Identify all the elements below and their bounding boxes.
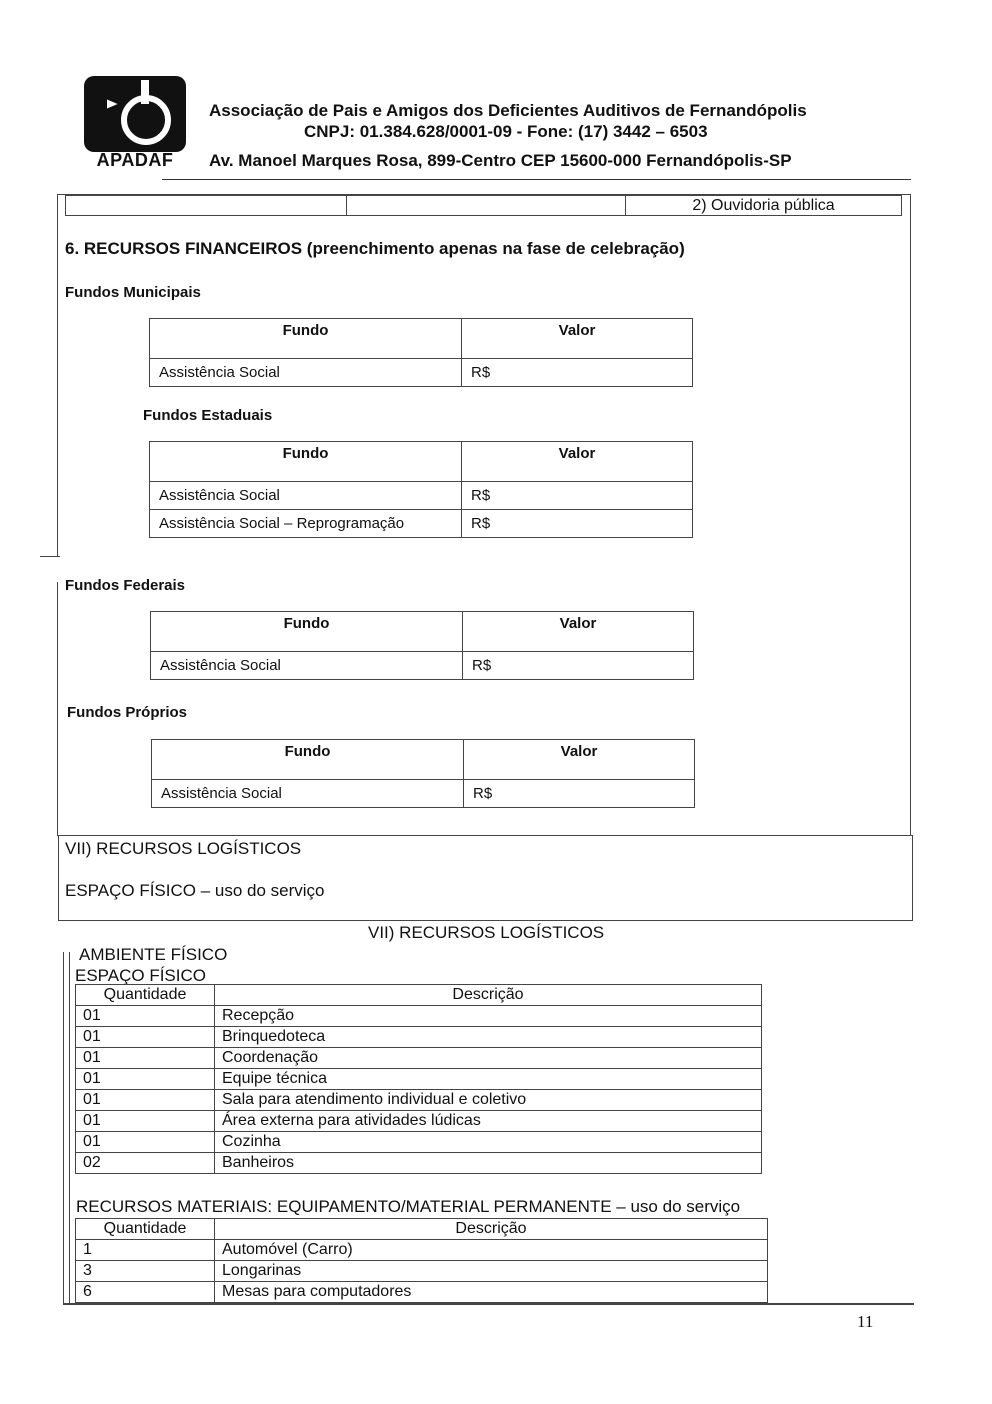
section7-title: VII) RECURSOS LOGÍSTICOS (65, 839, 302, 858)
table-row (150, 510, 693, 538)
recursos-materiais-title: RECURSOS MATERIAIS: EQUIPAMENTO/MATERIAL PERMANENTE – uso do serviço (76, 1197, 741, 1216)
logo-text: APADAF (96, 150, 174, 170)
col-valor-header: Valor (462, 319, 693, 359)
qtd-cell: 3 (76, 1261, 215, 1282)
col-quantidade-header: Quantidade (76, 1219, 215, 1240)
frame-left-line-2 (57, 582, 58, 836)
desc-cell: Recepção (215, 1006, 762, 1027)
section6-title: 6. RECURSOS FINANCEIROS (preenchimento apenas na fase de celebração) (65, 239, 685, 258)
section7-right-line (912, 835, 913, 921)
table-row (76, 1111, 762, 1132)
desc-cell: Equipe técnica (215, 1069, 762, 1090)
table-row (76, 1153, 762, 1174)
table-row (151, 652, 694, 680)
qtd-cell: 01 (76, 1048, 215, 1069)
col-fundo-header: Fundo (150, 319, 462, 359)
fundos-federais-table (150, 611, 694, 680)
top-row-cell-2 (347, 196, 626, 216)
top-row-table (65, 195, 902, 216)
table-row (150, 482, 693, 510)
recursos-materiais-table (75, 1218, 768, 1303)
valor-cell: R$ (464, 780, 695, 808)
fundos-estaduais-label: Fundos Estaduais (143, 407, 273, 424)
table-row (152, 780, 695, 808)
table-row (76, 1132, 762, 1153)
ambiente-fisico-label: AMBIENTE FÍSICO (79, 945, 228, 964)
valor-cell: R$ (462, 359, 693, 387)
header-address: Av. Manoel Marques Rosa, 899-Centro CEP 15600-000 Fernandópolis-SP (209, 151, 792, 170)
table-row (76, 1006, 762, 1027)
desc-cell: Longarinas (215, 1261, 768, 1282)
col-valor-header: Valor (462, 442, 693, 482)
col-valor-header: Valor (463, 612, 694, 652)
section7-mid-line (58, 920, 913, 921)
col-fundo-header: Fundo (151, 612, 463, 652)
desc-cell: Área externa para atividades lúdicas (215, 1111, 762, 1132)
page-break-mark (40, 556, 60, 557)
top-row-cell-3: 2) Ouvidoria pública (626, 196, 902, 216)
desc-cell: Sala para atendimento individual e coletivo (215, 1090, 762, 1111)
page-number: 11 (857, 1312, 874, 1331)
frame-left-line (57, 194, 58, 556)
qtd-cell: 02 (76, 1153, 215, 1174)
table-row (150, 359, 693, 387)
section7-left-line (58, 835, 59, 921)
table-row (76, 1027, 762, 1048)
desc-cell: Automóvel (Carro) (215, 1240, 768, 1261)
desc-cell: Mesas para computadores (215, 1282, 768, 1303)
qtd-cell: 01 (76, 1069, 215, 1090)
section7-top-line (57, 835, 913, 836)
valor-cell: R$ (462, 482, 693, 510)
espaco-fisico-table (75, 984, 762, 1174)
fundos-municipais-table (149, 318, 693, 387)
fundos-municipais-label: Fundos Municipais (65, 284, 201, 301)
col-valor-header: Valor (464, 740, 695, 780)
valor-cell: R$ (463, 652, 694, 680)
col-descricao-header: Descrição (215, 985, 762, 1006)
table-row (76, 1048, 762, 1069)
qtd-cell: 6 (76, 1282, 215, 1303)
apadaf-logo (80, 76, 190, 171)
qtd-cell: 01 (76, 1027, 215, 1048)
col-fundo-header: Fundo (152, 740, 464, 780)
fundo-cell: Assistência Social (152, 780, 464, 808)
qtd-cell: 01 (76, 1090, 215, 1111)
fundo-cell: Assistência Social (151, 652, 463, 680)
header-cnpj-phone: CNPJ: 01.384.628/0001-09 - Fone: (17) 3442 – 6503 (304, 122, 708, 141)
espaco-fisico-uso: ESPAÇO FÍSICO – uso do serviço (65, 881, 325, 900)
frame-right-line (910, 194, 911, 836)
outer-left-line-b (69, 952, 70, 1304)
qtd-cell: 1 (76, 1240, 215, 1261)
col-fundo-header: Fundo (150, 442, 462, 482)
espaco-fisico-label: ESPAÇO FÍSICO (75, 966, 206, 985)
bottom-rule (63, 1303, 914, 1305)
qtd-cell: 01 (76, 1111, 215, 1132)
table-row (76, 1069, 762, 1090)
fundo-cell: Assistência Social – Reprogramação (150, 510, 462, 538)
top-row-cell-1 (66, 196, 347, 216)
outer-left-line-a (63, 952, 64, 1304)
desc-cell: Banheiros (215, 1153, 762, 1174)
qtd-cell: 01 (76, 1006, 215, 1027)
logo-emblem-icon (84, 76, 186, 152)
fundos-federais-label: Fundos Federais (65, 577, 186, 594)
header-org-name: Associação de Pais e Amigos dos Deficientes Auditivos de Fernandópolis (209, 101, 807, 120)
fundos-proprios-table (151, 739, 695, 808)
header-rule (162, 179, 911, 180)
qtd-cell: 01 (76, 1132, 215, 1153)
fundos-proprios-label: Fundos Próprios (67, 704, 187, 721)
col-descricao-header: Descrição (215, 1219, 768, 1240)
valor-cell: R$ (462, 510, 693, 538)
desc-cell: Cozinha (215, 1132, 762, 1153)
fundo-cell: Assistência Social (150, 482, 462, 510)
col-quantidade-header: Quantidade (76, 985, 215, 1006)
section7-title-2: VII) RECURSOS LOGÍSTICOS (368, 923, 605, 942)
desc-cell: Brinquedoteca (215, 1027, 762, 1048)
table-row (76, 1261, 768, 1282)
table-row (76, 1282, 768, 1303)
table-row (76, 1240, 768, 1261)
desc-cell: Coordenação (215, 1048, 762, 1069)
fundo-cell: Assistência Social (150, 359, 462, 387)
table-row (76, 1090, 762, 1111)
fundos-estaduais-table (149, 441, 693, 538)
